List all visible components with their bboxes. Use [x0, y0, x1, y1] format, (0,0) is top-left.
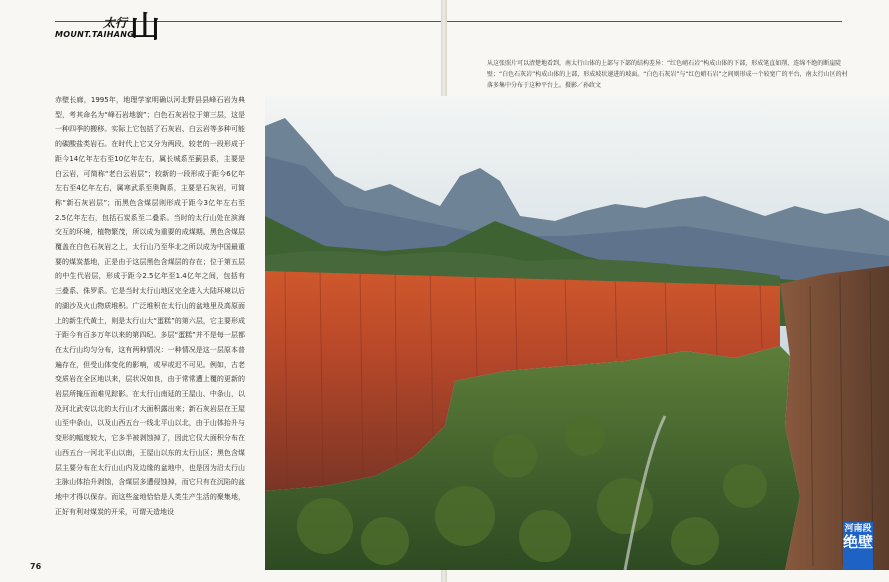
section-title-small: 太行 — [103, 16, 128, 30]
section-header — [55, 10, 165, 48]
photo-caption: 从这张照片可以清楚地看到，南太行山体的上部与下部的结构差异：“红色峭石岩”构成山体的下部，形成笔直如削、连绵不绝的断崖陡壁；“白色石灰岩”构成山体的上部，形成坡状递进的坡面。“白色石灰岩”与“红色峭石岩”之间则形成一个较宽广的平台，南太行山区的村落多集中分布于这种平台上。摄影／孙政文 — [487, 60, 848, 89]
article-body: 赤壁长廊，1995年，地理学家明确以河北野县县峰石岩为典型，考其命名为“峰石岩地貌”；白色石灰岩位于第三层，这是一种四季的搬移。实际上它包括了石灰岩、白云岩等多种可能的碳酸盐类岩石。在时代上它又分为两段，较老的一段形成于距今14亿年左右至10亿年左右，属长城系至蓟县系，主要是白云岩，可简称“老白云岩层”；较新的一段形成于距今6亿年左右至4亿年左右，属寒武系至奥陶系，主要是石灰岩，可简称“新石灰岩层”；而黑色含煤层则形成于距今3亿年左右至2.5亿年左右，包括石炭系至二叠系。当时的太行山处在滨海交互的环境，植物繁茂，所以成为重要的成煤期。黑色含煤层覆盖在白色石灰岩之上，太行山乃至华北之所以成为中国最重要的煤炭基地，正是由于这层黑色含煤层的存在；位于第五层的中生代岩层，形成于距今2.5亿年至1.4亿年之间，包括有三叠系、侏罗系。它是当时太行山地区完全进入大陆环境以后的湖沙及火山物质堆积。广泛堆积在太行山的盆地里及高原面上的新生代黄土，则是太行山大“蛋糕”的第六层，它主要形成于距今有百多万年以来的第四纪。多层“蛋糕”并不是每一层都在太行山均匀分布，这有两种情况：一种情况是这一层原本普遍存在，但受山体变化的影响，或早或迟不可见。例如，古老变质岩在全区地以来，层状况如良，由于常常遭上覆的更新的岩层所掩压而难见踪影。在太行山南延的王屋山、中条山，以及河北武安以北的太行山才大面积露出来；新石灰岩层在王屋山至中条山，以及山西五台一线北平山以北，由于山体抬升与变形的幅度较大，它多半被剥蚀掉了，因此它仅大面积分布在山西五台一河北平山以南，王屋山以东的太行山区；黑色含煤层主要分布在太行山山内及边缘的盆地中，也是因为沿太行山主脉山体抬升剥蚀，含煤层多遭侵蚀掉，而它只有在沉陷的盆地中才得以保存。而这些盆地恰恰是人类生产生活的聚集地，正好有利对煤炭的开采，可谓天造地设 — [55, 96, 245, 516]
section-tab-topic: 绝壁 — [843, 533, 874, 551]
section-tab — [843, 522, 873, 570]
section-label-english: MOUNT.TAIHANG — [55, 30, 135, 39]
section-title-big: 山 — [130, 10, 160, 45]
section-tab-region: 河南段 — [844, 524, 872, 534]
landscape-photo — [265, 96, 889, 570]
header-rule-right — [447, 21, 842, 22]
cliff-landscape-image — [265, 96, 889, 570]
page-number: 76 — [30, 562, 42, 571]
